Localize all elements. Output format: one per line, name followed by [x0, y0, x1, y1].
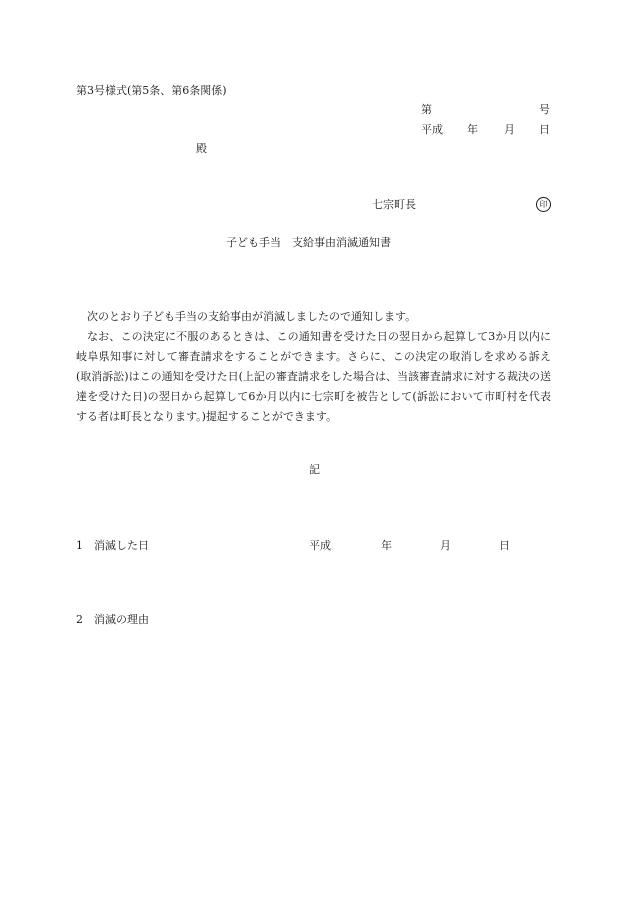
date-day: 日: [539, 123, 550, 136]
document-number-suffix: 号: [539, 103, 550, 116]
item-1-label: 1 消滅した日: [76, 539, 149, 552]
addressee: 殿: [196, 142, 207, 155]
seal-icon: 印: [536, 197, 551, 212]
date-era: 平成: [421, 123, 443, 136]
body-paragraph-1: 次のとおり子ども手当の支給事由が消滅しましたので通知します。: [87, 310, 417, 323]
date-year: 年: [467, 123, 478, 136]
ki-heading: 記: [309, 463, 320, 476]
item-2-label: 2 消滅の理由: [76, 613, 149, 626]
date-month: 月: [504, 123, 515, 136]
body-paragraph-2: なお、この決定に不服のあるときは、この通知書を受けた日の翌日から起算して3か月以内に岐阜県知事に対して審査請求をすることができます。さらに、この決定の取消しを求める訴え(取消訴訟)はこの通知を受けた日(上記の審査請求をした場合は、当該審査請求に対する裁決の送達を受けた日)の翌日から起算して6か月以内に七宗町を被告として(訴訟において市町村を代表する者は町長となります。)提起することができます。: [76, 330, 551, 423]
document-title: 子ども手当 支給事由消滅通知書: [226, 236, 391, 249]
document-number-prefix: 第: [421, 103, 432, 116]
item-1-month: 月: [440, 539, 451, 552]
issuer: 七宗町長: [372, 198, 416, 211]
item-1-day: 日: [499, 539, 510, 552]
item-1-era: 平成: [309, 539, 331, 552]
form-number: 第3号様式(第5条、第6条関係): [76, 84, 227, 97]
item-1-year: 年: [381, 539, 392, 552]
